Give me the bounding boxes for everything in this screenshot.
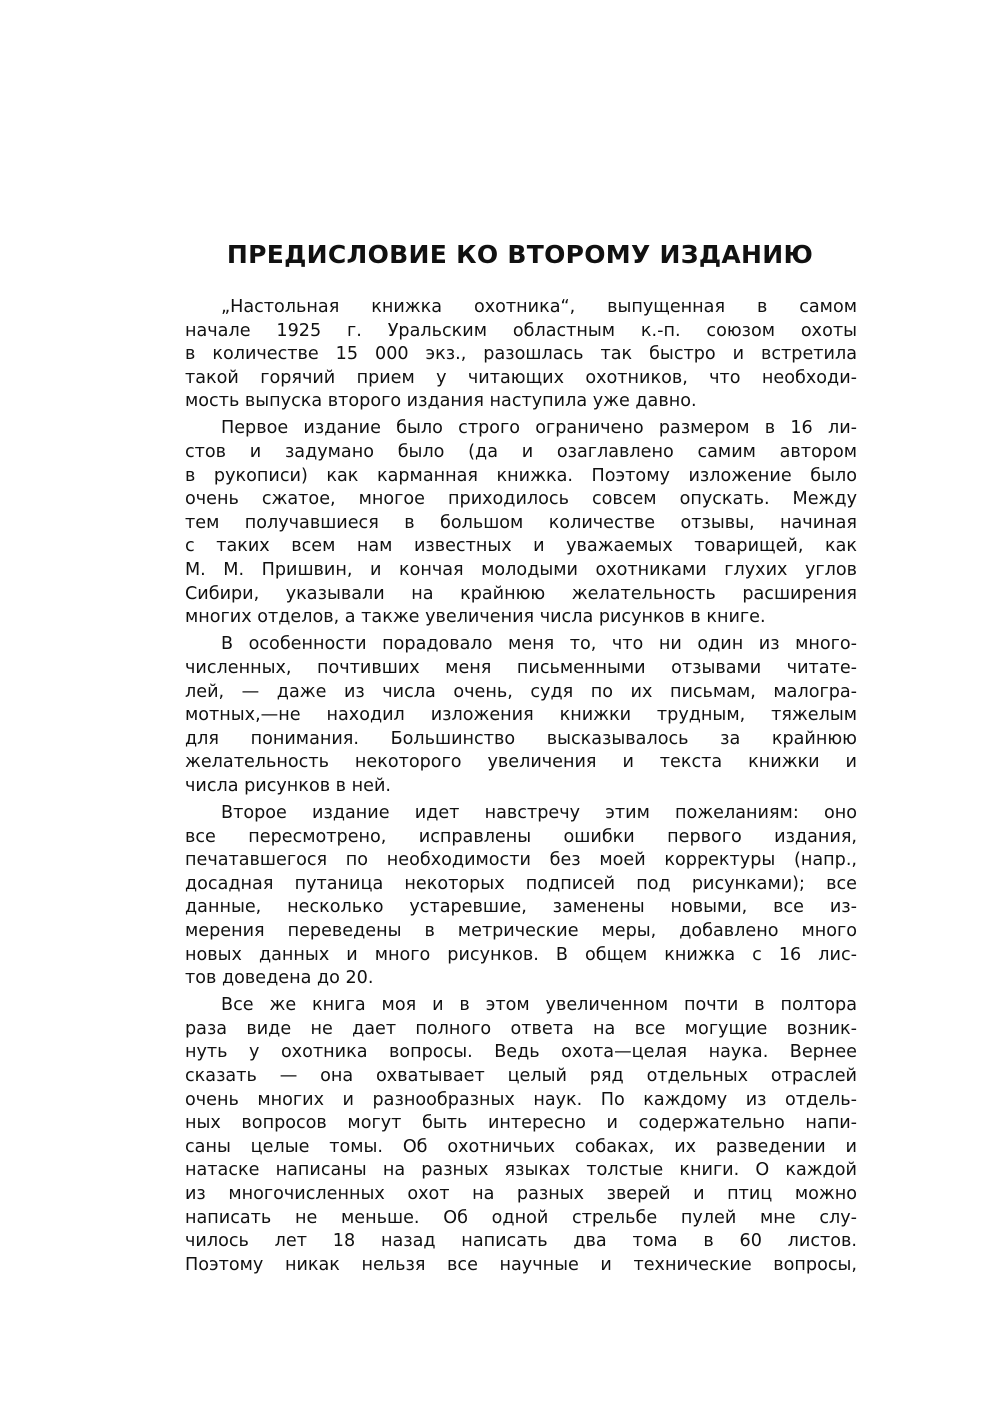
text-line: Все же книга моя и в этом увеличенном почти в полтора <box>221 995 857 1016</box>
text-line: очень многих и разнообразных наук. По каждому из отдель- <box>185 1089 857 1110</box>
preface-body <box>185 296 857 1281</box>
text-line: натаске написаны на разных языках толстые книги. О каждой <box>185 1160 857 1181</box>
text-line: такой горячий прием у читающих охотников, что необходи- <box>185 367 857 388</box>
text-line: раза виде не дает полного ответа на все могущие возник- <box>185 1018 857 1039</box>
text-line: все пересмотрено, исправлены ошибки первого издания, <box>185 826 857 847</box>
page-title: ПРЕДИСЛОВИЕ КО ВТОРОМУ ИЗДАНИЮ <box>226 240 814 269</box>
text-line: числа рисунков в ней. <box>185 775 391 796</box>
text-line: стов и задумано было (да и озаглавлено самим автором <box>185 442 857 463</box>
text-line: „Настольная книжка охотника“, выпущенная в самом <box>221 297 857 317</box>
text-line: данные, несколько устаревшие, заменены новыми, все из- <box>185 897 857 918</box>
text-line: печатавшегося по необходимости без моей корректуры (напр., <box>185 850 857 871</box>
text-line: начале 1925 г. Уральским областным к.-п. союзом охоты <box>185 320 857 341</box>
text-line: желательность некоторого увеличения и текста книжки и <box>185 752 857 773</box>
text-line: ных вопросов могут быть интересно и содержательно напи- <box>185 1113 857 1134</box>
text-line: мотных,—не находил изложения книжки трудным, тяжелым <box>185 705 857 726</box>
text-line: очень сжатое, многое приходилось совсем опускать. Между <box>185 489 857 510</box>
text-line: мерения переведены в метрические меры, добавлено много <box>185 920 857 941</box>
paragraph <box>185 296 857 414</box>
text-line: с таких всем нам известных и уважаемых товарищей, как <box>185 536 857 557</box>
text-line: в рукописи) как карманная книжка. Поэтому изложение было <box>185 465 857 486</box>
text-line: чилось лет 18 назад написать два тома в 60 листов. <box>185 1231 857 1252</box>
paragraph <box>185 994 857 1277</box>
text-line: Сибири, указывали на крайнюю желательность расширения <box>185 583 857 604</box>
text-line: нуть у охотника вопросы. Ведь охота—целая наука. Вернее <box>185 1042 857 1063</box>
text-line: М. М. Пришвин, и кончая молодыми охотниками глухих углов <box>185 560 857 581</box>
paragraph <box>185 633 857 798</box>
text-line: тем получавшиеся в большом количестве отзывы, начиная <box>185 512 857 533</box>
text-line: сказать — она охватывает целый ряд отдельных отраслей <box>185 1066 857 1086</box>
text-line: Первое издание было строго ограничено размером в 16 ли- <box>221 418 857 439</box>
text-line: численных, почтивших меня письменными отзывами читате- <box>185 657 857 678</box>
paragraph <box>185 417 857 629</box>
text-line: новых данных и много рисунков. В общем книжка с 16 лис- <box>185 944 857 965</box>
text-line: многих отделов, а также увеличения числа рисунков в книге. <box>185 607 766 628</box>
text-line: для понимания. Большинство высказывалось за крайнюю <box>185 728 857 749</box>
text-line: мость выпуска второго издания наступила уже давно. <box>185 391 697 412</box>
text-line: из многочисленных охот на разных зверей и птиц можно <box>185 1183 857 1204</box>
text-line: Второе издание идет навстречу этим пожеланиям: оно <box>221 802 857 823</box>
text-line: написать не меньше. Об одной стрельбе пулей мне слу- <box>185 1207 857 1228</box>
text-line: Поэтому никак нельзя все научные и технические вопросы, <box>185 1254 857 1275</box>
paragraph <box>185 802 857 991</box>
text-line: лей, — даже из числа очень, судя по их письмам, малогра- <box>185 681 857 702</box>
text-line: тов доведена до 20. <box>185 968 374 989</box>
text-line: саны целые томы. Об охотничьих собаках, их разведении и <box>185 1136 857 1157</box>
text-line: В особенности порадовало меня то, что ни один из много- <box>221 634 857 655</box>
text-line: досадная путаница некоторых подписей под рисунками); все <box>185 873 857 894</box>
text-line: в количестве 15 000 экз., разошлась так быстро и встретила <box>185 344 857 365</box>
